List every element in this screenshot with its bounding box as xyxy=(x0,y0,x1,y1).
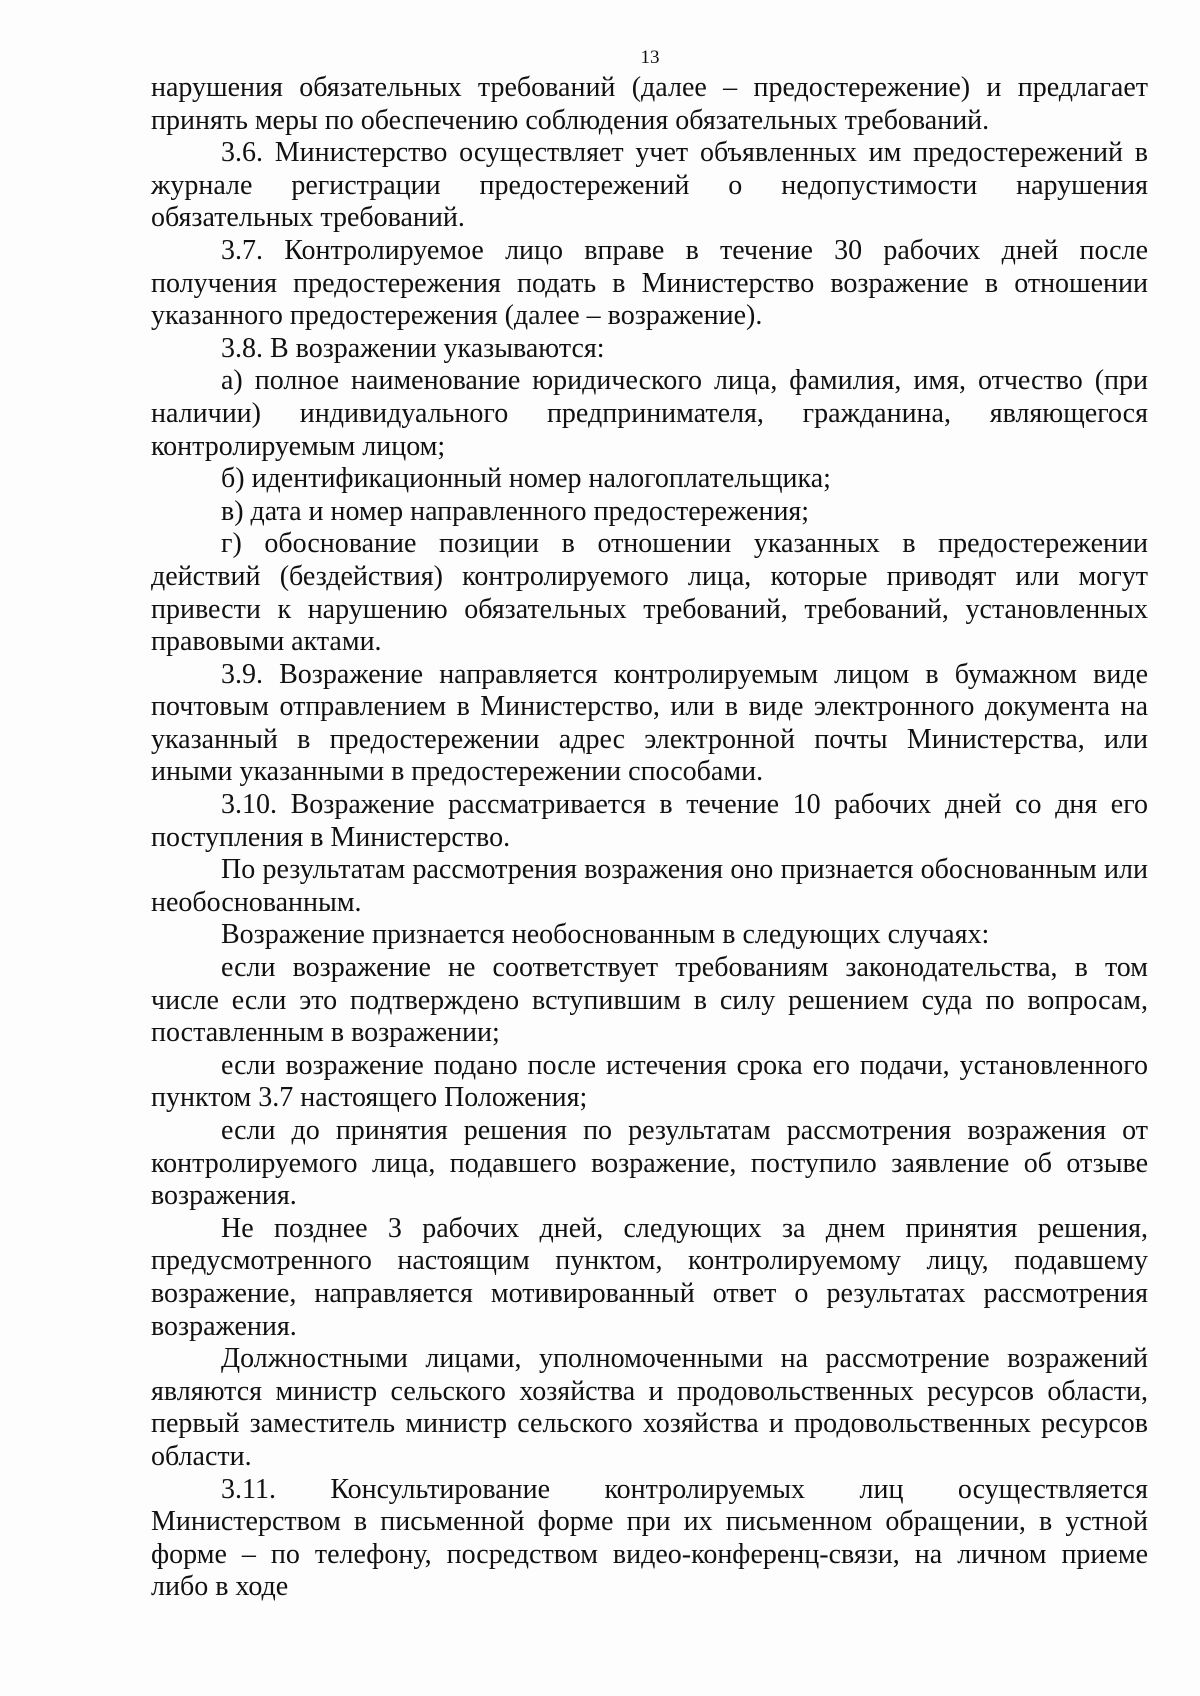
paragraph-3-10-case-2: если возражение подано после истечения срока его подачи, установленного пунктом 3.7 настоящего Положения; xyxy=(151,1049,1148,1114)
paragraph-3-9: 3.9. Возражение направляется контролируемым лицом в бумажном виде почтовым отправлением в Министерство, или в виде электронного документа на указанный в предостережении адрес электронной почты Министерства, или иными указанными в предостережении способами. xyxy=(151,658,1148,788)
list-item-3-8-v: в) дата и номер направленного предостережения; xyxy=(221,495,810,527)
page-number: 13 xyxy=(640,47,660,68)
paragraph-3-10-results: По результатам рассмотрения возражения оно признается обоснованным или необоснованным. xyxy=(151,854,1148,918)
paragraph-3-10-case-1: если возражение не соответствует требованиям законодательства, в том числе если это подтверждено вступившим в силу решением суда по вопросам, поставленным в возражении; xyxy=(151,952,1148,1049)
list-item-3-8-b: б) идентификационный номер налогоплательщика; xyxy=(221,463,831,495)
paragraph-3-7: 3.7. Контролируемое лицо вправе в течение 30 рабочих дней после получения предостережения подать в Министерство возражение в отношении указанного предостережения (далее – возражение). xyxy=(151,234,1148,332)
paragraph-3-10-cases: Возражение признается необоснованным в следующих случаях: xyxy=(221,919,990,951)
paragraph-3-10: 3.10. Возражение рассматривается в течение 10 рабочих дней со дня его поступления в Министерство. xyxy=(151,789,1148,853)
paragraph-3-6: 3.6. Министерство осуществляет учет объявленных им предостережений в журнале регистрации предостережений о недопустимости нарушения обязательных требований. xyxy=(151,137,1148,234)
paragraph-3-10-answer: Не позднее 3 рабочих дней, следующих за днем принятия решения, предусмотренного настоящим пунктом, контролируемому лицу, подавшему возражение, направляется мотивированный ответ о результатах рассмотрения возражения. xyxy=(151,1212,1148,1342)
list-item-3-8-g: г) обоснование позиции в отношении указанных в предостережении действий (бездействия) контролируемого лица, которые приводят или могут привести к нарушению обязательных требований, требований, установленных правовыми актами. xyxy=(151,528,1148,658)
paragraph-3-10-officials: Должностными лицами, уполномоченными на рассмотрение возражений являются министр сельского хозяйства и продовольственных ресурсов области, первый заместитель министр сельского хозяйства и продовольственных ресурсов области. xyxy=(151,1343,1148,1472)
document-body xyxy=(151,72,1148,1604)
paragraph-3-8: 3.8. В возражении указываются: xyxy=(221,332,605,364)
list-item-3-8-a: а) полное наименование юридического лица, фамилия, имя, отчество (при наличии) индивидуального предпринимателя, гражданина, являющегося контролируемым лицом; xyxy=(151,365,1148,462)
paragraph-3-11: 3.11. Консультирование контролируемых лиц осуществляется Министерством в письменной форме при их письменном обращении, в устной форме – по телефону, посредством видео-конференц-связи, на личном приеме либо в ходе xyxy=(151,1473,1148,1603)
paragraph-continuation: нарушения обязательных требований (далее – предостережение) и предлагает принять меры по обеспечению соблюдения обязательных требований. xyxy=(151,72,1148,136)
paragraph-3-10-case-3: если до принятия решения по результатам рассмотрения возражения от контролируемого лица, подавшего возражение, поступило заявление об отзыве возражения. xyxy=(151,1115,1148,1212)
